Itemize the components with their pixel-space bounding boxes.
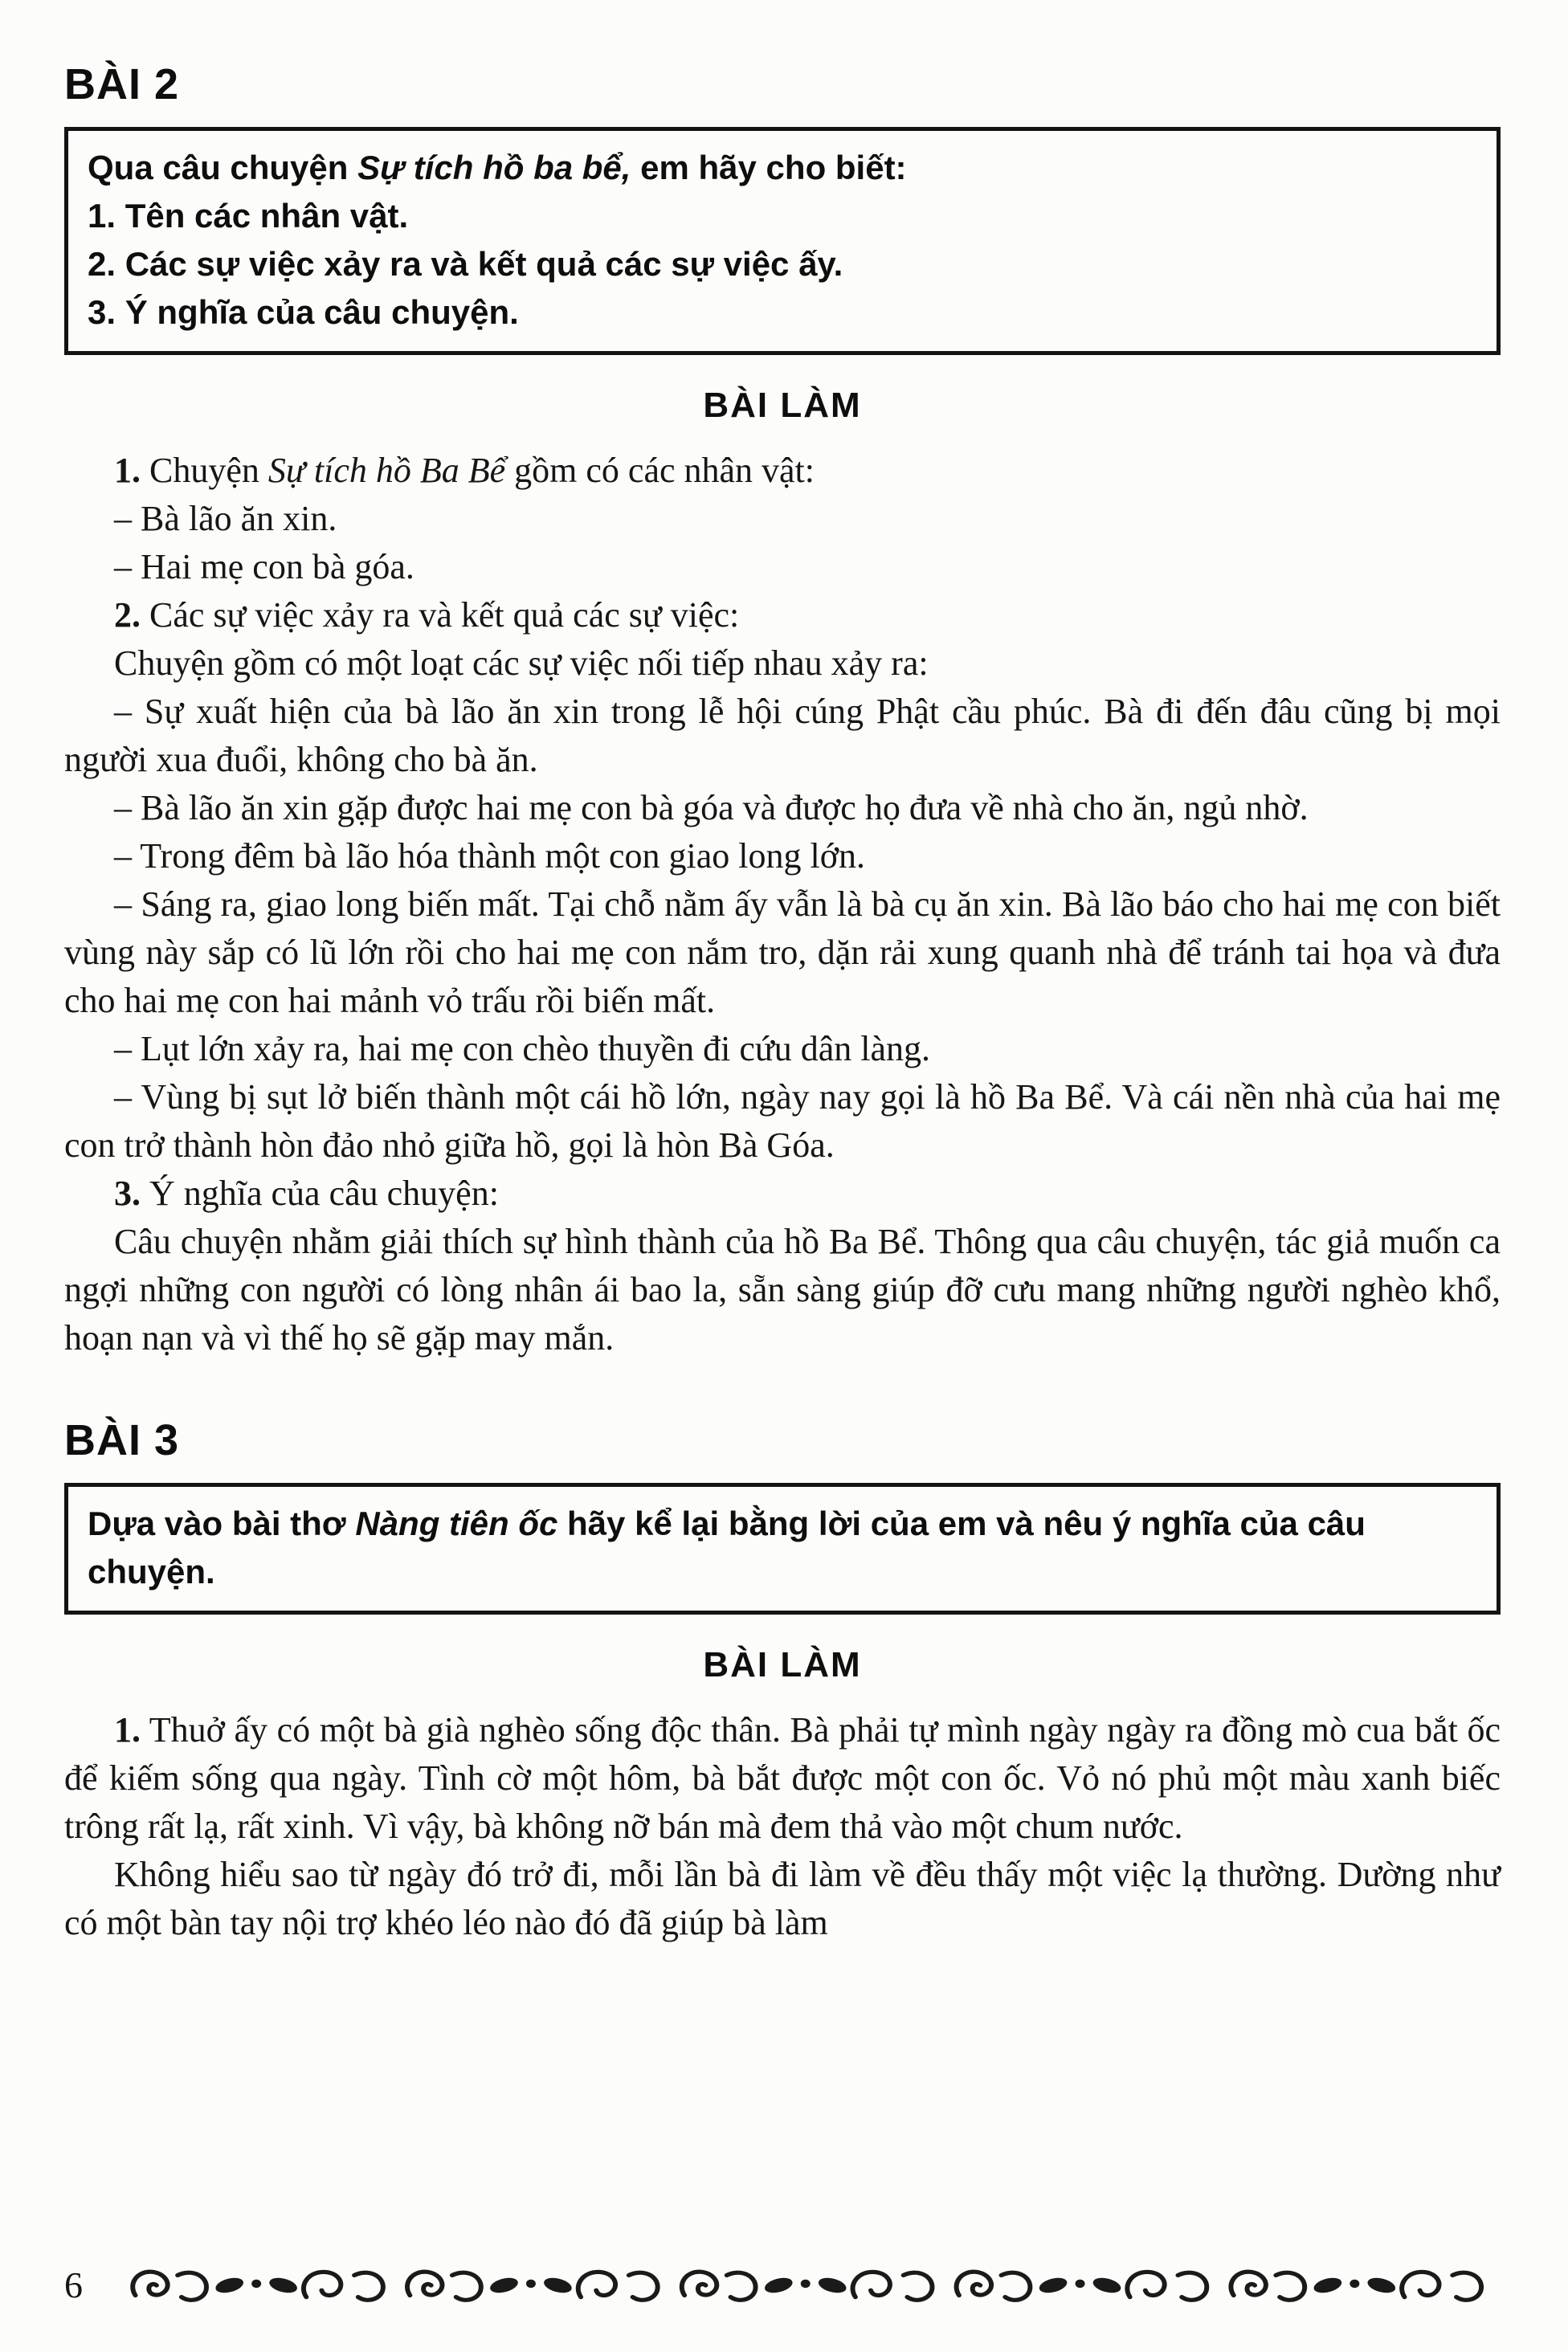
- prompt-line-item-2: 2. Các sự việc xảy ra và kết quả các sự việc ấy.: [88, 245, 843, 283]
- prompt-line-intro: [88, 144, 1476, 192]
- answer-paragraph: – Sáng ra, giao long biến mất. Tại chỗ nằm ấy vẫn là bà cụ ăn xin. Bà lão báo cho hai mẹ con biết vùng này sắp có lũ lớn rồi cho hai mẹ con nắm tro, dặn rải xung quanh nhà để tránh tai họa và đưa cho hai mẹ con hai mảnh vỏ trấu rồi biến mất.: [64, 884, 1501, 1020]
- bai-lam-heading-1: BÀI LÀM: [703, 386, 862, 425]
- item-number: 1.: [114, 451, 141, 490]
- paragraph-text: Chuyện: [141, 451, 268, 490]
- item-number: 2.: [114, 595, 141, 635]
- prompt-text: Dựa vào bài thơ: [88, 1505, 356, 1542]
- answer-paragraph: – Sự xuất hiện của bà lão ăn xin trong lễ hội cúng Phật cầu phúc. Bà đi đến đâu cũng bị mọi người xua đuổi, không cho bà ăn.: [64, 692, 1501, 779]
- prompt-line-intro: [88, 1500, 1476, 1596]
- prompt-text: Qua câu chuyện: [88, 149, 358, 186]
- paragraph-text: gồm có các nhân vật:: [505, 451, 815, 490]
- exercise-prompt-box-bai-3: [64, 1483, 1501, 1615]
- answer-paragraph: Không hiểu sao từ ngày đó trở đi, mỗi lần bà đi làm về đều thấy một việc lạ thường. Dường như có một bàn tay nội trợ khéo léo nào đó đã giúp bà làm: [64, 1855, 1501, 1942]
- answer-paragraph: – Hai mẹ con bà góa.: [114, 547, 414, 586]
- prompt-text: em hãy cho biết:: [631, 149, 907, 186]
- page-number: 6: [64, 2264, 83, 2305]
- paragraph-text: Ý nghĩa của câu chuyện:: [141, 1174, 499, 1213]
- story-title-italic: Nàng tiên ốc: [355, 1505, 558, 1542]
- prompt-line-item-3: 3. Ý nghĩa của câu chuyện.: [88, 293, 519, 331]
- answer-paragraph: [64, 591, 1501, 639]
- prompt-text: hãy kể lại bằng lời của em và nêu ý nghĩa của câu chuyện.: [88, 1505, 1366, 1590]
- item-number: 1.: [114, 1710, 141, 1750]
- prompt-line-item-1: 1. Tên các nhân vật.: [88, 197, 409, 235]
- exercise-prompt-box-bai-2: [64, 127, 1501, 355]
- footer-ornament-icon: [128, 2265, 1501, 2305]
- answer-paragraph: [64, 1170, 1501, 1218]
- answer-paragraph: – Vùng bị sụt lở biến thành một cái hồ lớn, ngày nay gọi là hồ Ba Bể. Và cái nền nhà của hai mẹ con trở thành hòn đảo nhỏ giữa hồ, gọi là hòn Bà Góa.: [64, 1077, 1501, 1165]
- answer-paragraph: – Lụt lớn xảy ra, hai mẹ con chèo thuyền đi cứu dân làng.: [114, 1029, 931, 1068]
- answer-paragraph: – Bà lão ăn xin gặp được hai mẹ con bà góa và được họ đưa về nhà cho ăn, ngủ nhờ.: [114, 788, 1309, 827]
- answer-paragraph: – Trong đêm bà lão hóa thành một con giao long lớn.: [114, 836, 865, 876]
- answer-section-bai-3: [64, 1706, 1501, 1947]
- page-footer: [64, 2265, 1501, 2305]
- answer-paragraph: [64, 447, 1501, 495]
- story-title-italic: Sự tích hồ Ba Bể: [267, 451, 506, 490]
- story-title-italic: Sự tích hồ ba bể,: [357, 149, 631, 186]
- paragraph-text: Thuở ấy có một bà già nghèo sống độc thân. Bà phải tự mình ngày ngày ra đồng mò cua bắt ốc để kiếm sống qua ngày. Tình cờ một hôm, bà bắt được một con ốc. Vỏ nó phủ một màu xanh biếc trông rất lạ, rất xinh. Vì vậy, bà không nỡ bán mà đem thả vào một chum nước.: [64, 1710, 1501, 1846]
- answer-paragraph: [64, 1706, 1501, 1851]
- item-number: 3.: [114, 1174, 141, 1213]
- answer-section-bai-2: [64, 447, 1501, 1362]
- answer-paragraph: Câu chuyện nhằm giải thích sự hình thành của hồ Ba Bể. Thông qua câu chuyện, tác giả muốn ca ngợi những con người có lòng nhân ái bao la, sẵn sàng giúp đỡ cưu mang những người nghèo khổ, hoạn nạn và vì thế họ sẽ gặp may mắn.: [64, 1222, 1501, 1358]
- answer-paragraph: Chuyện gồm có một loạt các sự việc nối tiếp nhau xảy ra:: [114, 643, 929, 683]
- bai-lam-heading-2: BÀI LÀM: [703, 1645, 862, 1684]
- answer-paragraph: – Bà lão ăn xin.: [114, 499, 337, 538]
- heading-bai-2: BÀI 2: [64, 60, 180, 108]
- heading-bai-3: BÀI 3: [64, 1416, 180, 1464]
- paragraph-text: Các sự việc xảy ra và kết quả các sự việc:: [141, 595, 740, 635]
